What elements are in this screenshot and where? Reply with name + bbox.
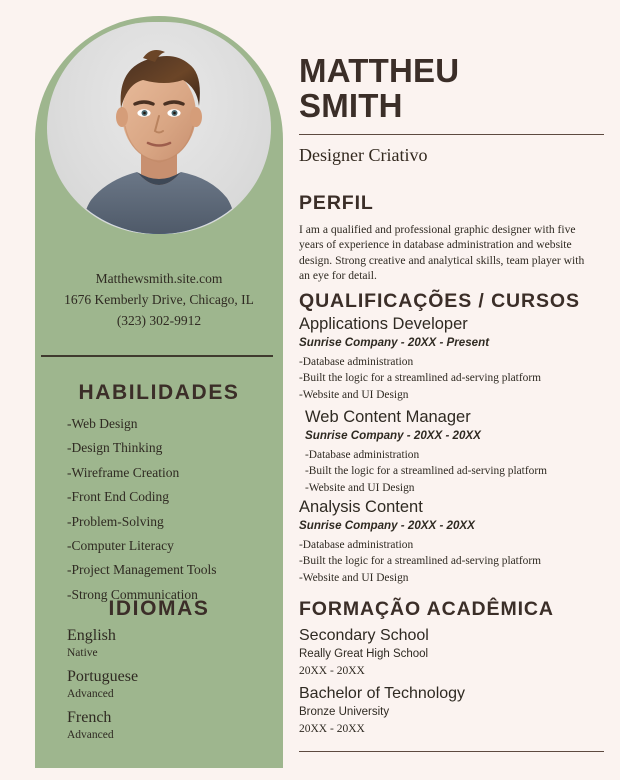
list-item: -Computer Literacy [67, 538, 174, 554]
language-level: Advanced [67, 729, 114, 741]
experience-title: Web Content Manager [305, 408, 471, 426]
last-name: SMITH [299, 87, 403, 124]
profile-heading: PERFIL [299, 192, 374, 214]
footer-divider [299, 751, 604, 752]
list-item: -Website and UI Design [299, 388, 409, 401]
experience-bullets [299, 354, 541, 403]
languages-heading: IDIOMAS [108, 597, 210, 620]
list-item: -Website and UI Design [299, 571, 409, 584]
experience-bullets [305, 447, 547, 496]
list-item: -Strong Communication [67, 586, 198, 602]
education-entry [299, 626, 429, 680]
list-item [67, 626, 283, 661]
list-item [67, 667, 283, 702]
list-item: -Design Thinking [67, 440, 163, 456]
education-years: 20XX - 20XX [299, 665, 365, 677]
experience-meta: Sunrise Company - 20XX - 20XX [305, 429, 481, 442]
qualifications-heading: QUALIFICAÇÕES / CURSOS [299, 290, 580, 312]
first-name: MATTHEU [299, 52, 460, 89]
page-title [299, 53, 599, 123]
education-org: Really Great High School [299, 648, 429, 660]
experience-title: Applications Developer [299, 315, 468, 333]
list-item: -Web Design [67, 416, 138, 431]
experience-entry [299, 497, 541, 586]
sidebar-divider [41, 355, 273, 357]
education-org: Bronze University [299, 706, 390, 718]
avatar [47, 22, 271, 234]
list-item [67, 708, 283, 743]
list-item: -Project Management Tools [67, 562, 217, 578]
list-item: -Problem-Solving [67, 513, 164, 529]
language-level: Advanced [67, 688, 114, 700]
experience-bullets [299, 537, 541, 586]
portrait-illustration [47, 22, 271, 234]
education-degree: Bachelor of Technology [299, 685, 466, 702]
job-role: Designer Criativo [299, 145, 428, 165]
education-entry [299, 684, 465, 738]
skills-heading: HABILIDADES [78, 381, 240, 404]
list-item: -Front End Coding [67, 489, 170, 505]
experience-meta: Sunrise Company - 20XX - 20XX [299, 519, 475, 532]
title-divider [299, 134, 604, 135]
experience-title: Analysis Content [299, 498, 423, 516]
list-item: -Built the logic for a streamlined ad-serving platform [305, 465, 547, 478]
contact-address: 1676 Kemberly Drive, Chicago, IL [64, 292, 254, 307]
contact-block [35, 268, 283, 331]
profile-body: I am a qualified and professional graphic designer with five years of experience in database administration and website design. Strong creative and analytical skills, team player with an eye for detail. [299, 223, 585, 283]
skills-list [67, 412, 283, 607]
list-item: -Built the logic for a streamlined ad-serving platform [299, 555, 541, 568]
list-item: -Database administration [299, 356, 414, 368]
contact-phone[interactable]: (323) 302-9912 [116, 313, 202, 328]
list-item: -Built the logic for a streamlined ad-serving platform [299, 372, 541, 385]
experience-entry [299, 314, 541, 403]
experience-entry [305, 407, 547, 496]
education-years: 20XX - 20XX [299, 723, 365, 735]
contact-website[interactable]: Matthewsmith.site.com [95, 271, 223, 286]
language-name: English [67, 627, 116, 644]
main-column [299, 0, 620, 780]
languages-list [67, 626, 283, 749]
experience-meta: Sunrise Company - 20XX - Present [299, 336, 490, 349]
language-level: Native [67, 647, 98, 659]
education-degree: Secondary School [299, 627, 429, 644]
list-item: -Database administration [305, 449, 420, 461]
list-item: -Wireframe Creation [67, 464, 180, 480]
education-heading: FORMAÇÃO ACADÊMICA [299, 598, 554, 620]
list-item: -Database administration [299, 539, 414, 551]
language-name: French [67, 709, 112, 726]
list-item: -Website and UI Design [305, 481, 415, 494]
language-name: Portuguese [67, 668, 139, 685]
